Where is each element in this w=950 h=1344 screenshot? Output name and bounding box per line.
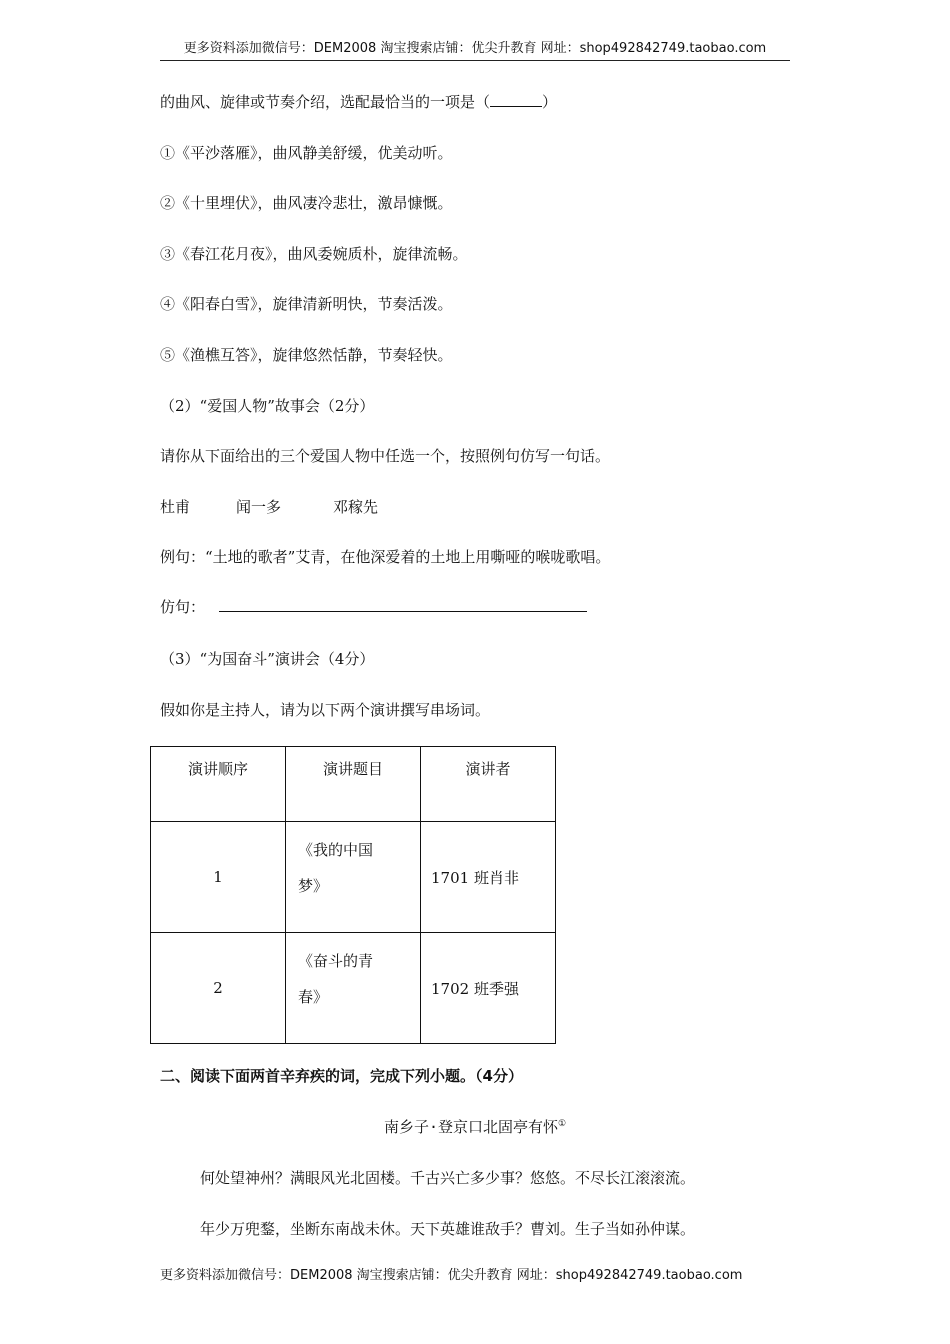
poem-line-1: 何处望神州？满眼风光北固楼。千古兴亡多少事？悠悠。不尽长江滚滚流。 [200, 1169, 696, 1187]
table-row [151, 933, 556, 1044]
option-5: ⑤《渔樵互答》，旋律悠然恬静，节奏轻快。 [160, 346, 453, 364]
table-header-row [151, 747, 556, 822]
part2-instruction: 请你从下面给出的三个爱国人物中任选一个，按照例句仿写一句话。 [160, 447, 611, 465]
row-title [286, 822, 421, 933]
row-title [286, 933, 421, 1044]
header-speaker: 演讲者 [421, 747, 556, 822]
imitate-blank[interactable] [219, 597, 587, 612]
row-title-line2: 梦》 [298, 877, 329, 895]
intro-line [160, 92, 557, 112]
row-title-line2: 春》 [298, 988, 329, 1006]
row-speaker: 1702 班季强 [421, 933, 556, 1044]
option-2: ②《十里埋伏》，曲风凄冷悲壮，激昂慷慨。 [160, 194, 453, 212]
row-title-line1: 《奋斗的青 [298, 952, 374, 970]
option-1: ①《平沙落雁》，曲风静美舒缓，优美动听。 [160, 144, 453, 162]
footer-text: 更多资料添加微信号：DEM2008 淘宝搜索店铺：优尖升教育 网址：shop492842749.taobao.com [160, 1268, 743, 1283]
intro-text: 的曲风、旋律或节奏介绍，选配最恰当的一项是（ [160, 93, 491, 111]
header-text: 更多资料添加微信号：DEM2008 淘宝搜索店铺：优尖升教育 网址：shop492842749.taobao.com [183, 41, 767, 56]
part3-instruction: 假如你是主持人，请为以下两个演讲撰写串场词。 [160, 701, 491, 719]
speech-table [150, 746, 556, 1044]
option-3: ③《春江花月夜》，曲风委婉质朴，旋律流畅。 [160, 245, 468, 263]
poem-line-2: 年少万兜鍪，坐断东南战未休。天下英雄谁敌手？曹刘。生子当如孙仲谋。 [200, 1220, 696, 1238]
name-wenyiduo: 闻一多 [236, 498, 282, 516]
intro-close: ） [542, 93, 558, 111]
page-header [160, 40, 790, 61]
page-footer [160, 1267, 800, 1285]
poem-title [0, 1114, 950, 1137]
imitate-line [160, 597, 587, 617]
example-sentence: 例句：“土地的歌者”艾青，在他深爱着的土地上用嘶哑的喉咙歌唱。 [160, 548, 611, 566]
header-order: 演讲顺序 [151, 747, 286, 822]
row-order: 1 [151, 822, 286, 933]
table-row [151, 822, 556, 933]
name-dufu: 杜甫 [160, 498, 191, 516]
section2-heading: 二、阅读下面两首辛弃疾的词，完成下列小题。（4分） [160, 1067, 523, 1085]
patriot-names [160, 497, 378, 517]
row-order: 2 [151, 933, 286, 1044]
poem-title-text: 南乡子·登京口北固亭有怀 [383, 1118, 558, 1136]
row-title-line1: 《我的中国 [298, 841, 374, 859]
answer-blank[interactable] [490, 92, 542, 107]
option-4: ④《阳春白雪》，旋律清新明快，节奏活泼。 [160, 295, 453, 313]
header-title: 演讲题目 [286, 747, 421, 822]
row-speaker: 1701 班肖非 [421, 822, 556, 933]
part3-heading: （3）“为国奋斗”演讲会（4分） [160, 650, 375, 668]
part2-heading: （2）“爱国人物”故事会（2分） [160, 397, 375, 415]
poem-footnote-mark: ① [557, 1119, 567, 1129]
imitate-label: 仿句： [160, 598, 206, 616]
name-dengjiaxian: 邓稼先 [333, 498, 379, 516]
